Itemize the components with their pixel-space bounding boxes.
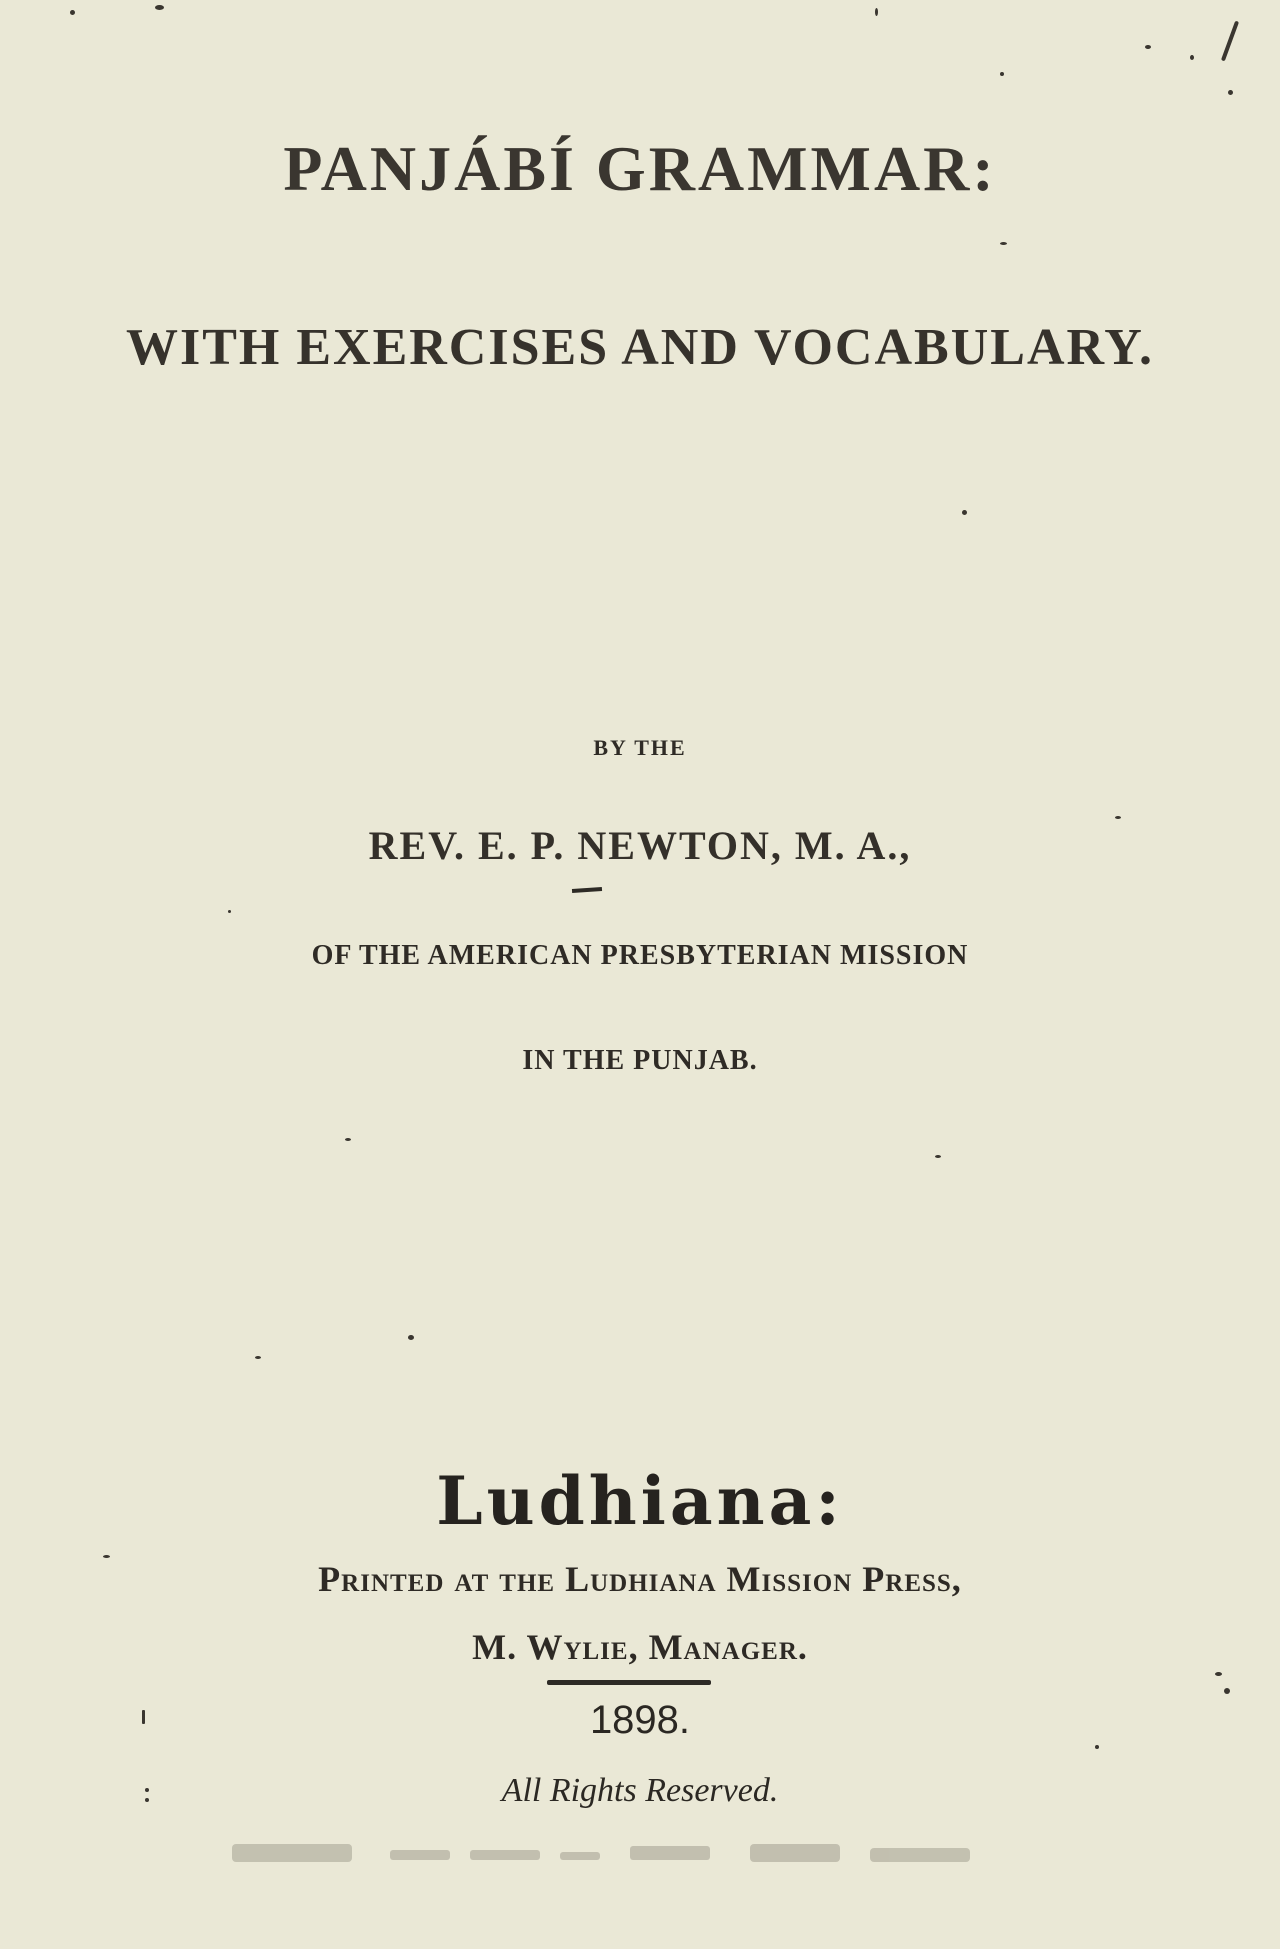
speck	[1228, 90, 1233, 95]
by-line: BY THE	[593, 735, 687, 760]
publication-year: 1898.	[589, 1698, 691, 1742]
speck	[145, 1798, 149, 1802]
speck	[255, 1356, 261, 1359]
author-name: REV. E. P. NEWTON, M. A.,	[368, 823, 912, 868]
speck	[935, 1155, 941, 1158]
speck	[155, 5, 164, 10]
speck	[408, 1335, 414, 1340]
speck	[228, 910, 231, 913]
speck	[962, 510, 967, 515]
speck	[1190, 55, 1194, 60]
manager-line: M. Wylie, Manager.	[472, 1627, 808, 1667]
speck	[1215, 1672, 1222, 1676]
book-subtitle: WITH EXERCISES AND VOCABULARY.	[125, 319, 1155, 376]
speck	[875, 8, 878, 16]
rights-notice: All Rights Reserved.	[501, 1772, 779, 1809]
pen-mark	[572, 887, 602, 893]
horizontal-rule	[547, 1680, 711, 1685]
faded-stamp-smudge	[230, 1836, 1030, 1870]
speck	[1145, 45, 1151, 49]
printer-line: Printed at the Ludhiana Mission Press,	[318, 1559, 962, 1599]
speck	[1095, 1745, 1099, 1749]
speck	[1221, 21, 1239, 62]
speck	[145, 1788, 149, 1792]
speck	[345, 1138, 351, 1141]
speck	[1000, 72, 1004, 76]
speck	[70, 10, 75, 15]
speck	[142, 1710, 145, 1724]
speck	[1115, 816, 1121, 819]
place-of-publication: Ludhiana:	[436, 1462, 844, 1540]
affiliation-line-2: IN THE PUNJAB.	[522, 1045, 758, 1076]
speck	[1000, 242, 1007, 245]
speck	[103, 1555, 110, 1558]
book-title: PANJÁBÍ GRAMMAR:	[283, 133, 997, 204]
affiliation-line-1: OF THE AMERICAN PRESBYTERIAN MISSION	[311, 940, 969, 971]
speck	[1224, 1688, 1230, 1694]
